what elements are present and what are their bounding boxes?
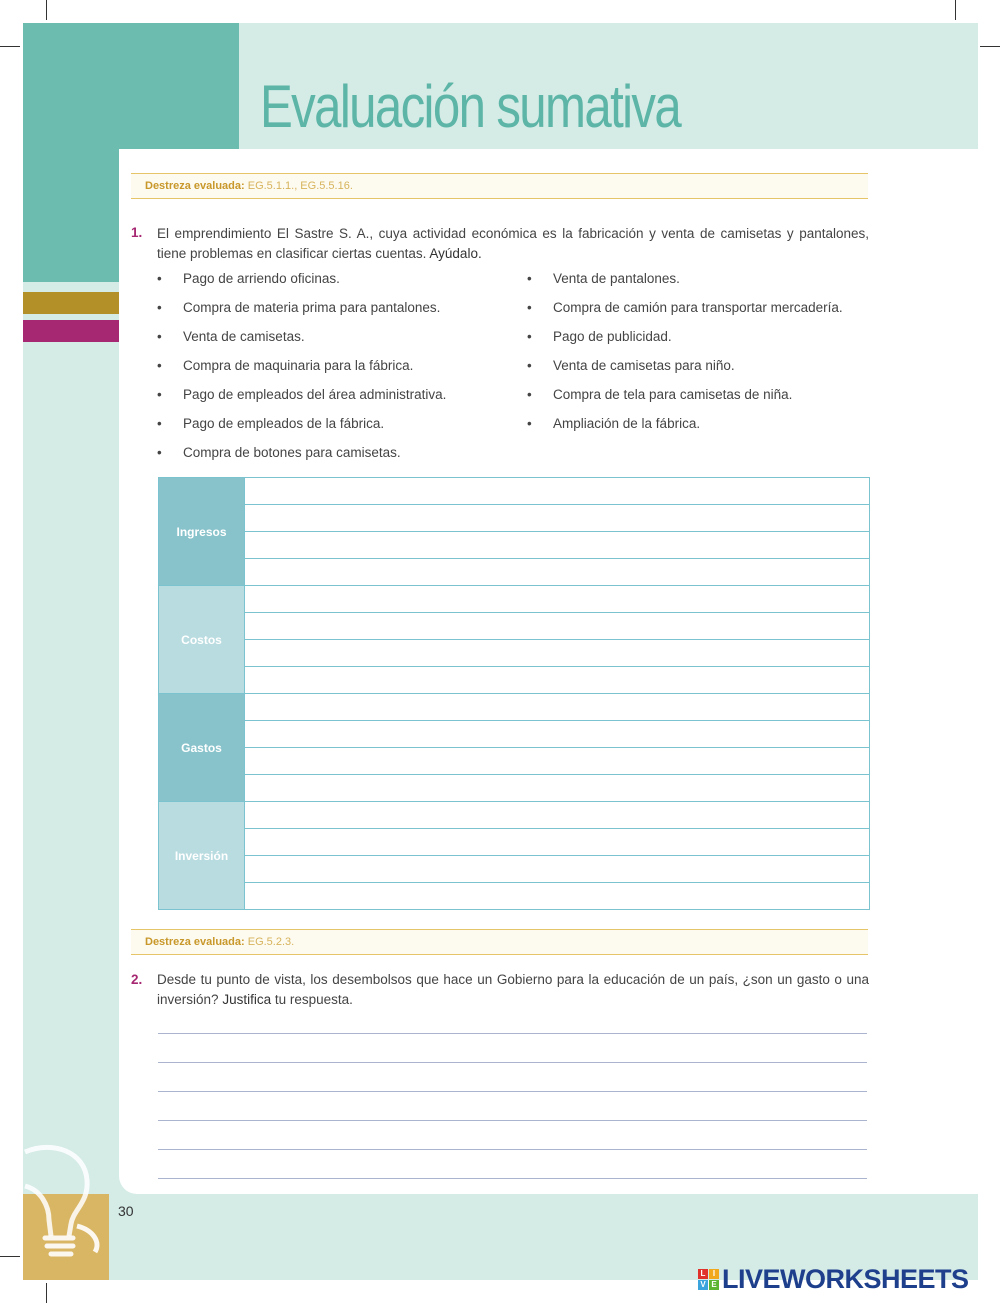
- answer-cell[interactable]: [245, 559, 870, 586]
- table-row: [159, 640, 870, 667]
- answer-cell[interactable]: [245, 694, 870, 721]
- crop-mark: [980, 46, 1000, 47]
- answer-line[interactable]: [158, 1033, 867, 1034]
- answer-cell[interactable]: [245, 829, 870, 856]
- skill-label: Destreza evaluada:: [145, 180, 245, 192]
- answer-cell[interactable]: [245, 775, 870, 802]
- logo-text: LIVEWORKSHEETS: [722, 1263, 969, 1294]
- list-item: • Compra de materia prima para pantalones.: [157, 300, 441, 315]
- crop-mark: [0, 46, 20, 47]
- crop-mark: [46, 1283, 47, 1303]
- answer-line[interactable]: [158, 1062, 867, 1063]
- answer-cell[interactable]: [245, 586, 870, 613]
- list-item: • Compra de camión para transportar mercadería.: [527, 300, 843, 315]
- table-row: [159, 829, 870, 856]
- list-item: • Venta de pantalones.: [527, 271, 680, 286]
- skill-label: Destreza evaluada:: [145, 936, 245, 948]
- list-item: • Compra de botones para camisetas.: [157, 445, 401, 460]
- answer-line[interactable]: [158, 1149, 867, 1150]
- crop-mark: [955, 0, 956, 20]
- page-number: 30: [118, 1203, 134, 1219]
- logo-letter-grid: L I V E: [698, 1269, 719, 1290]
- list-item: • Venta de camisetas para niño.: [527, 358, 735, 373]
- table-row: [159, 721, 870, 748]
- question-2-tail: tu respuesta.: [271, 992, 353, 1007]
- question-1-body: El emprendimiento El Sastre S. A., cuya actividad económica es la fabricación y venta de camisetas y pantalones, tiene problemas en clasificar ciertas cuentas.: [157, 226, 869, 261]
- skill-bar-1: [131, 173, 868, 199]
- answer-line[interactable]: [158, 1091, 867, 1092]
- category-ingresos: Ingresos: [159, 478, 245, 586]
- answer-cell[interactable]: [245, 802, 870, 829]
- list-item: • Pago de empleados del área administrativa.: [157, 387, 447, 402]
- accent-bar-magenta: [23, 320, 119, 342]
- crop-mark: [46, 0, 47, 20]
- answer-cell[interactable]: [245, 613, 870, 640]
- category-inversion: Inversión: [159, 802, 245, 910]
- question-1-number: 1.: [131, 225, 143, 240]
- liveworksheets-logo: [698, 1264, 969, 1294]
- table-row: [159, 586, 870, 613]
- answer-cell[interactable]: [245, 883, 870, 910]
- table-row: [159, 802, 870, 829]
- answer-cell[interactable]: [245, 667, 870, 694]
- table-row: [159, 613, 870, 640]
- answer-line[interactable]: [158, 1178, 867, 1179]
- list-item: • Pago de empleados de la fábrica.: [157, 416, 385, 431]
- table-row: [159, 856, 870, 883]
- skill-value: EG.5.1.1., EG.5.5.16.: [244, 180, 353, 192]
- answer-cell[interactable]: [245, 856, 870, 883]
- table-row: [159, 883, 870, 910]
- crop-mark: [0, 1256, 20, 1257]
- question-2-body: Desde tu punto de vista, los desembolsos que hace un Gobierno para la educación de un país, ¿son un gasto o una inversión?: [157, 972, 869, 1007]
- list-item: • Compra de maquinaria para la fábrica.: [157, 358, 414, 373]
- table-row: [159, 748, 870, 775]
- category-gastos: Gastos: [159, 694, 245, 802]
- skill-value: EG.5.2.3.: [244, 936, 295, 948]
- question-2-number: 2.: [131, 972, 143, 987]
- list-item: • Venta de camisetas.: [157, 329, 305, 344]
- accent-bar-ochre: [23, 292, 119, 314]
- table-row: [159, 532, 870, 559]
- skill-bar-2: [131, 929, 868, 955]
- table-row: [159, 559, 870, 586]
- list-item: • Pago de publicidad.: [527, 329, 672, 344]
- classification-table: [158, 477, 870, 910]
- list-item: • Compra de tela para camisetas de niña.: [527, 387, 793, 402]
- table-row: [159, 505, 870, 532]
- question-1-emphasis: Ayúdalo.: [429, 246, 482, 261]
- lightbulb-icon: [23, 1140, 113, 1265]
- table-row: [159, 478, 870, 505]
- answer-line[interactable]: [158, 1120, 867, 1121]
- answer-cell[interactable]: [245, 640, 870, 667]
- list-item: • Ampliación de la fábrica.: [527, 416, 701, 431]
- answer-cell[interactable]: [245, 532, 870, 559]
- question-2-text: [157, 970, 869, 1010]
- table-row: [159, 775, 870, 802]
- question-2-emphasis: Justifica: [222, 992, 272, 1007]
- list-item: • Pago de arriendo oficinas.: [157, 271, 340, 286]
- table-row: [159, 667, 870, 694]
- answer-cell[interactable]: [245, 748, 870, 775]
- answer-cell[interactable]: [245, 505, 870, 532]
- table-row: [159, 694, 870, 721]
- answer-cell[interactable]: [245, 721, 870, 748]
- page-title: Evaluación sumativa: [260, 73, 681, 140]
- category-costos: Costos: [159, 586, 245, 694]
- answer-cell[interactable]: [245, 478, 870, 505]
- question-1-text: [157, 224, 869, 264]
